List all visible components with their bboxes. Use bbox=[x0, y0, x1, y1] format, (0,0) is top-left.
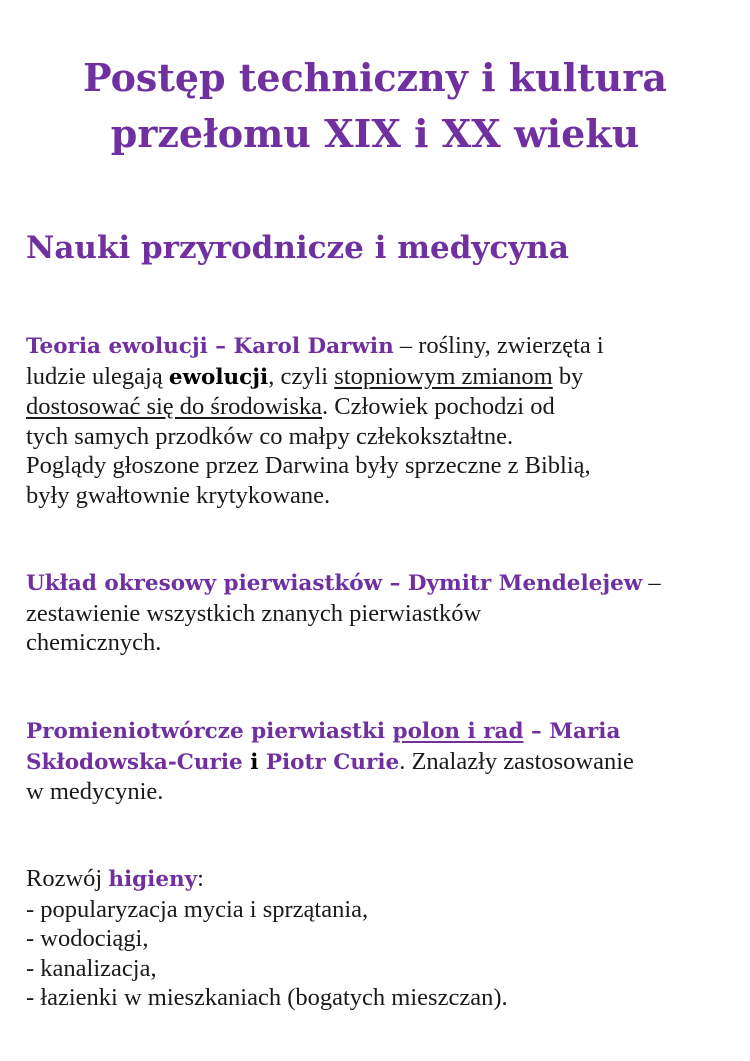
darwin-heading: Teoria ewolucji – Karol Darwin bbox=[26, 334, 394, 359]
mendeleev-line-1 bbox=[26, 568, 726, 599]
darwin-line-3 bbox=[26, 392, 726, 422]
darwin-line-6: były gwałtownie krytykowane. bbox=[26, 481, 331, 509]
evolution-term: ewolucji bbox=[168, 364, 269, 390]
curie-line-2 bbox=[26, 747, 726, 778]
hygiene-item: - łazienki w mieszkaniach (bogatych mieszczan). bbox=[26, 984, 508, 1011]
maria-name: Skłodowska-Curie bbox=[26, 749, 243, 775]
darwin-text-4: by bbox=[552, 362, 584, 390]
darwin-line-2 bbox=[26, 362, 726, 393]
hygiene-intro: Rozwój bbox=[26, 865, 109, 892]
adapt-term: dostosować się do środowiska bbox=[26, 393, 323, 420]
darwin-text-3: , czyli bbox=[268, 362, 335, 390]
darwin-line-1 bbox=[26, 331, 726, 362]
hygiene-section bbox=[26, 864, 726, 1013]
darwin-text-5: . Człowiek pochodzi od bbox=[322, 393, 555, 420]
title-line-1: Postęp techniczny i kultura bbox=[83, 55, 667, 100]
hygiene-term: higieny bbox=[108, 867, 198, 892]
darwin-paragraph bbox=[26, 331, 726, 510]
mendeleev-line-2: zestawienie wszystkich znanych pierwiastków bbox=[26, 599, 482, 627]
polonium-radium-term: polon i rad bbox=[392, 719, 524, 744]
mendeleev-line-3: chemicznych. bbox=[26, 629, 162, 656]
darwin-line-5: Poglądy głoszone przez Darwina były sprzeczne z Biblią, bbox=[26, 452, 591, 479]
curie-line-3: w medycynie. bbox=[26, 778, 164, 805]
curie-text-1: . Znalazły zastosowanie bbox=[399, 747, 634, 775]
curie-line-1 bbox=[26, 716, 726, 747]
hygiene-item: - wodociągi, bbox=[26, 925, 149, 952]
curie-heading-1: Promieniotwórcze pierwiastki bbox=[26, 719, 393, 744]
hygiene-colon: : bbox=[197, 865, 204, 892]
curie-paragraph bbox=[26, 716, 726, 807]
hygiene-intro-line bbox=[26, 864, 726, 895]
page-title bbox=[0, 50, 750, 162]
mendeleev-text-1: – bbox=[642, 569, 661, 596]
curie-heading-2: – Maria bbox=[523, 719, 621, 744]
title-line-2: przełomu XIX i XX wieku bbox=[110, 111, 640, 156]
mendeleev-paragraph bbox=[26, 568, 726, 658]
gradual-changes-term: stopniowym zmianom bbox=[334, 362, 553, 390]
hygiene-item: - popularyzacja mycia i sprzątania, bbox=[26, 895, 369, 923]
mendeleev-heading: Układ okresowy pierwiastków – Dymitr Mendelejew bbox=[26, 571, 643, 596]
darwin-text-2: ludzie ulegają bbox=[26, 362, 169, 390]
piotr-name: Piotr Curie bbox=[265, 749, 400, 775]
hygiene-item: - kanalizacja, bbox=[26, 954, 157, 982]
section-heading: Nauki przyrodnicze i medycyna bbox=[26, 230, 569, 266]
curie-and: i bbox=[242, 749, 266, 775]
darwin-line-4: tych samych przodków co małpy człekokształtne. bbox=[26, 422, 514, 450]
darwin-text-1: – rośliny, zwierzęta i bbox=[393, 332, 604, 359]
